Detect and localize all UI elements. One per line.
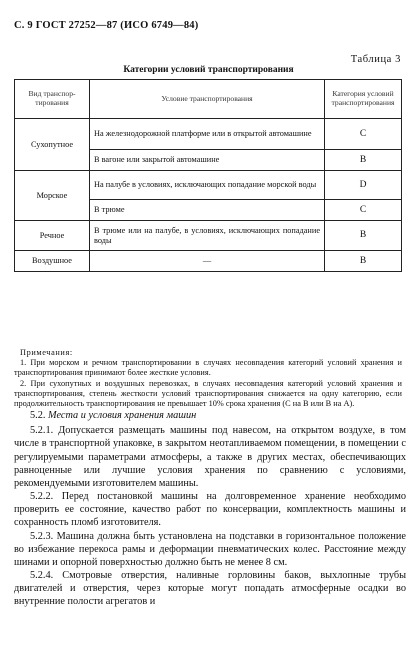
paragraph-5-2-2: 5.2.2. Перед постановкой машины на долговременное хранение необходимо проверить ее состояние, качество работ по консервации, комплектность машины и сохранность пломб изготовителя. bbox=[14, 491, 406, 529]
page-header: С. 9 ГОСТ 27252—87 (ИСО 6749—84) bbox=[14, 20, 199, 31]
cell-category: В bbox=[325, 150, 402, 171]
section-body bbox=[14, 409, 406, 609]
cell-type: Сухопутное bbox=[15, 119, 90, 171]
table-label: Таблица 3 bbox=[350, 54, 401, 65]
cell-condition: В трюме или на палубе, в условиях, исключающих попадание воды bbox=[90, 221, 325, 251]
cell-type: Морское bbox=[15, 171, 90, 221]
cell-condition: В вагоне или закрытой автомашине bbox=[90, 150, 325, 171]
table-header-row bbox=[15, 80, 402, 119]
table-notes bbox=[14, 348, 402, 409]
table-row bbox=[15, 119, 402, 150]
cell-type: Речное bbox=[15, 221, 90, 251]
paragraph-5-2-3: 5.2.3. Машина должна быть установлена на подставки в горизонтальное положение во избежание перекоса рамы и деформации пневматических колес. Расстояние между шинами и опорной поверхностью должно быть не менее 8 см. bbox=[14, 530, 406, 568]
cell-condition: На железнодорожной платформе или в открытой автомашине bbox=[90, 119, 325, 150]
col-header-condition: Условие транспортирования bbox=[90, 80, 325, 119]
cell-category: С bbox=[325, 119, 402, 150]
paragraph-5-2-1: 5.2.1. Допускается размещать машины под навесом, на открытом воздухе, в том числе в транспортной упаковке, в закрытом неотапливаемом помещении, в помещении с регулируемыми параметрами атмосферы, а также в других местах, обеспечивающих равноценные или лучшие условия хранения по сравнению с условиями, рекомендуемыми изготовителем машины. bbox=[14, 425, 406, 489]
cell-category: В bbox=[325, 221, 402, 251]
transport-table bbox=[14, 79, 402, 272]
section-number: 5.2. bbox=[30, 410, 46, 421]
col-header-category: Категория условий транспортирования bbox=[325, 80, 402, 119]
cell-category: В bbox=[325, 251, 402, 272]
section-title: Места и условия хранения машин bbox=[48, 410, 197, 421]
notes-heading: Примечания: bbox=[20, 348, 73, 357]
table-row bbox=[15, 171, 402, 200]
paragraph-5-2-4: 5.2.4. Смотровые отверстия, наливные горловины баков, выхлопные трубы двигателей и отверстия, через которые могут попадать атмосферные осадки во внутренние полости агрегатов и bbox=[14, 570, 406, 608]
cell-condition: — bbox=[90, 251, 325, 272]
cell-category: D bbox=[325, 171, 402, 200]
note-2: 2. При сухопутных и воздушных перевозках, в случаях несовпадения категорий условий хранения и транспортирования, степень жесткости условий транспортирования снижается на одну категорию, если продолжительность транспортирования не превышает 10% срока хранения (С на В или В на А). bbox=[14, 378, 402, 409]
table-row bbox=[15, 251, 402, 272]
cell-condition: На палубе в условиях, исключающих попадание морской воды bbox=[90, 171, 325, 200]
table-row bbox=[15, 221, 402, 251]
cell-condition: В трюме bbox=[90, 200, 325, 221]
cell-type: Воздушное bbox=[15, 251, 90, 272]
note-1: 1. При морском и речном транспортировании в случаях несовпадения категорий условий хранения и транспортирования принимают более жесткие условия. bbox=[14, 358, 402, 378]
cell-category: С bbox=[325, 200, 402, 221]
section-heading bbox=[14, 409, 406, 422]
col-header-type: Вид транспор-тирования bbox=[15, 80, 90, 119]
table-title: Категории условий транспортирования bbox=[123, 65, 294, 75]
